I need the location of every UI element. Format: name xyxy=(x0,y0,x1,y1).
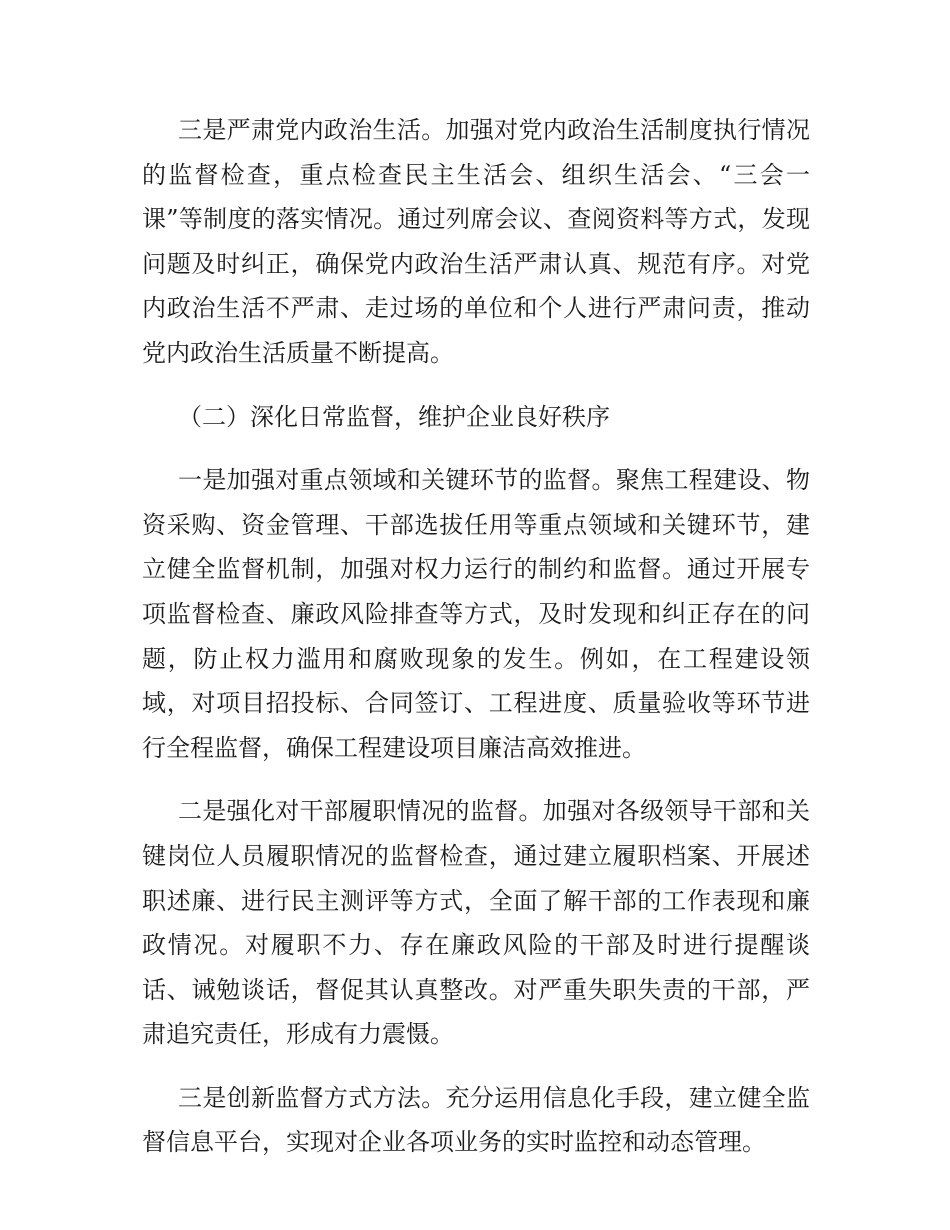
document-body xyxy=(142,108,810,1184)
paragraph-innovative-supervision: 三是创新监督方式方法。充分运用信息化手段，建立健全监督信息平台，实现对企业各项业务的实时监控和动态管理。 xyxy=(142,1083,810,1157)
paragraph-key-areas-supervision: 一是加强对重点领域和关键环节的监督。聚焦工程建设、物资采购、资金管理、干部选拔任用等重点领域和关键环节，建立健全监督机制，加强对权力运行的制约和监督。通过开展专项监督检查、廉政风险排查等方式，及时发现和纠正存在的问题，防止权力滥用和腐败现象的发生。例如，在工程建设领域，对项目招投标、合同签订、工程进度、质量验收等环节进行全程监督，确保工程建设项目廉洁高效推进。 xyxy=(142,466,810,762)
paragraph-political-life: 三是严肃党内政治生活。加强对党内政治生活制度执行情况的监督检查，重点检查民主生活会、组织生活会、“三会一课”等制度的落实情况。通过列席会议、查阅资料等方式，发现问题及时纠正，确保党内政治生活严肃认真、规范有序。对党内政治生活不严肃、走过场的单位和个人进行严肃问责，推动党内政治生活质量不断提高。 xyxy=(142,116,810,367)
paragraph-cadre-duty-supervision: 二是强化对干部履职情况的监督。加强对各级领导干部和关键岗位人员履职情况的监督检查，通过建立履职档案、开展述职述廉、进行民主测评等方式，全面了解干部的工作表现和廉政情况。对履职不力、存在廉政风险的干部及时进行提醒谈话、诫勉谈话，督促其认真整改。对严重失职失责的干部，严肃追究责任，形成有力震慑。 xyxy=(142,797,810,1049)
section-heading-daily-supervision: （二）深化日常监督，维护企业良好秩序 xyxy=(178,402,610,431)
